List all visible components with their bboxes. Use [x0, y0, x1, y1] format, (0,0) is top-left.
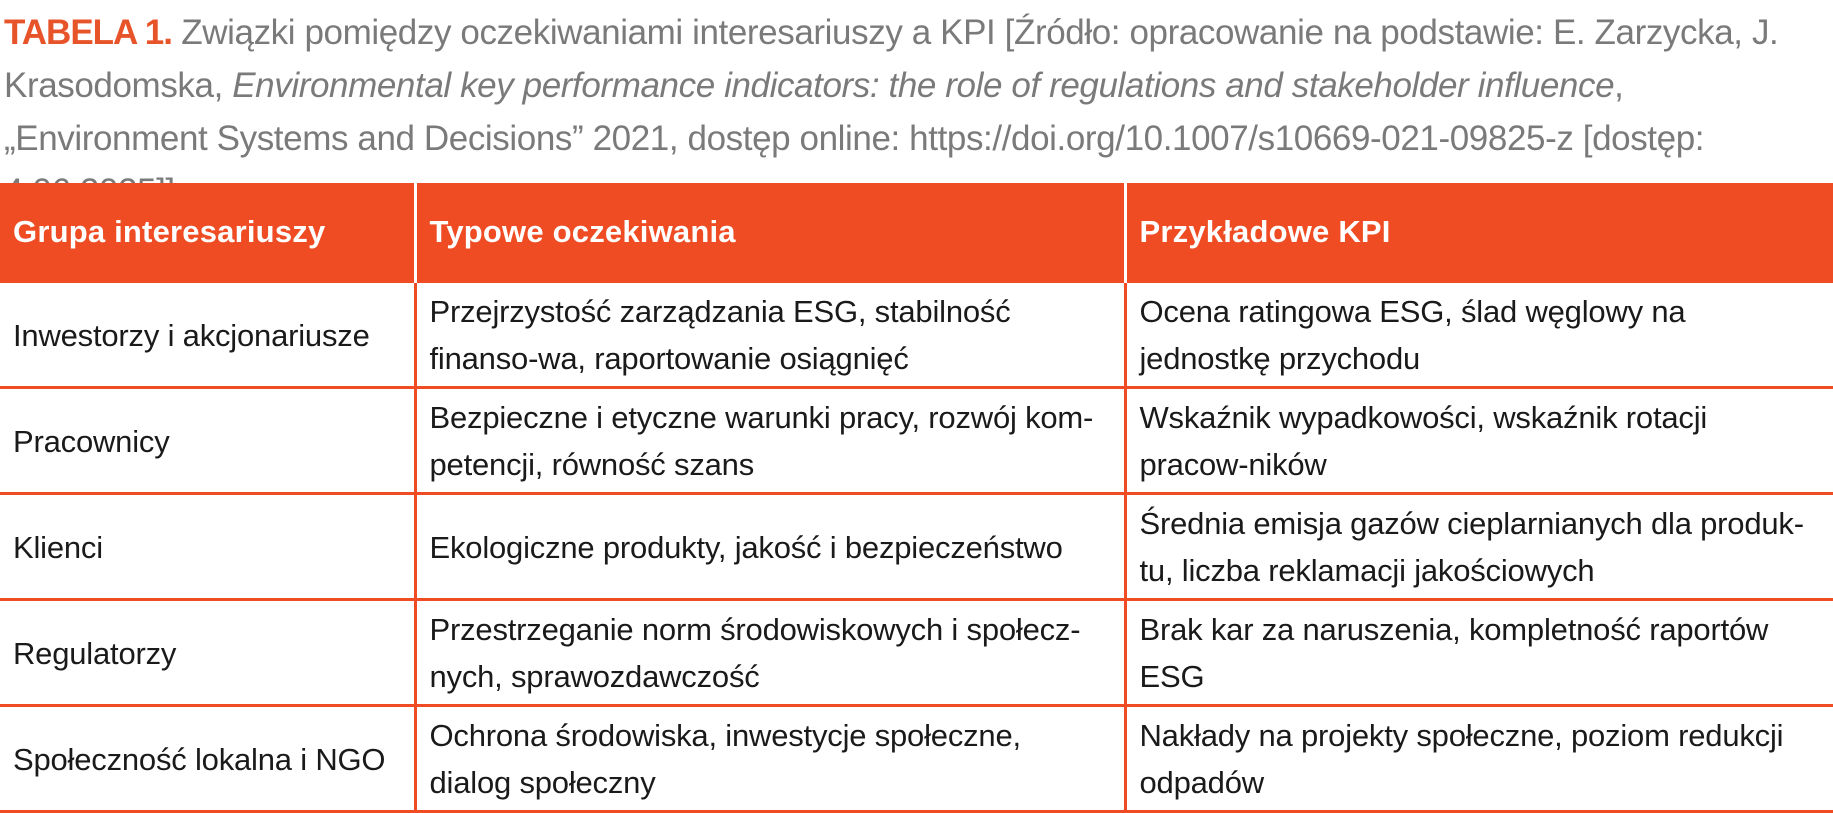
table-caption-text: Związki pomiędzy oczekiwaniami interesariuszy a KPI [Źródło: opracowanie na podstawie: E. Zarzycka, J. Krasodomska,	[4, 13, 1779, 105]
stakeholder-kpi-table	[0, 183, 1833, 813]
cell-expectations: Ekologiczne produkty, jakość i bezpieczeństwo	[415, 494, 1125, 600]
header-stakeholder-group: Grupa interesariuszy	[0, 183, 415, 282]
cell-expectations: Ochrona środowiska, inwestycje społeczne, dialog społeczny	[415, 706, 1125, 812]
cell-group: Regulatorzy	[0, 600, 415, 706]
table-row	[0, 388, 1833, 494]
header-example-kpi: Przykładowe KPI	[1125, 183, 1833, 282]
cell-expectations: Przestrzeganie norm środowiskowych i społecz-nych, sprawozdawczość	[415, 600, 1125, 706]
cell-expectations: Przejrzystość zarządzania ESG, stabilność finanso-wa, raportowanie osiągnięć	[415, 282, 1125, 388]
cell-group: Klienci	[0, 494, 415, 600]
table-caption-italic-title: Environmental key performance indicators: the role of regulations and stakeholder influence	[232, 66, 1615, 105]
cell-kpi: Ocena ratingowa ESG, ślad węglowy na jednostkę przychodu	[1125, 282, 1833, 388]
cell-kpi: Brak kar za naruszenia, kompletność raportów ESG	[1125, 600, 1833, 706]
cell-expectations: Bezpieczne i etyczne warunki pracy, rozwój kom-petencji, równość szans	[415, 388, 1125, 494]
table-row	[0, 706, 1833, 812]
cell-kpi: Wskaźnik wypadkowości, wskaźnik rotacji pracow-ników	[1125, 388, 1833, 494]
cell-group: Inwestorzy i akcjonariusze	[0, 282, 415, 388]
table-row	[0, 494, 1833, 600]
cell-kpi: Nakłady na projekty społeczne, poziom redukcji odpadów	[1125, 706, 1833, 812]
table-caption-source: , „Environment Systems and Decisions” 2021, dostęp online: https://doi.org/10.1007/s10669-021-09825-z [dostęp:	[4, 66, 1705, 158]
cell-kpi: Średnia emisja gazów cieplarnianych dla produk-tu, liczba reklamacji jakościowych	[1125, 494, 1833, 600]
cell-group: Społeczność lokalna i NGO	[0, 706, 415, 812]
table-row	[0, 600, 1833, 706]
header-typical-expectations: Typowe oczekiwania	[415, 183, 1125, 282]
table-header-row	[0, 183, 1833, 282]
cell-group: Pracownicy	[0, 388, 415, 494]
table-row	[0, 282, 1833, 388]
table-caption-label: TABELA 1.	[4, 13, 172, 52]
